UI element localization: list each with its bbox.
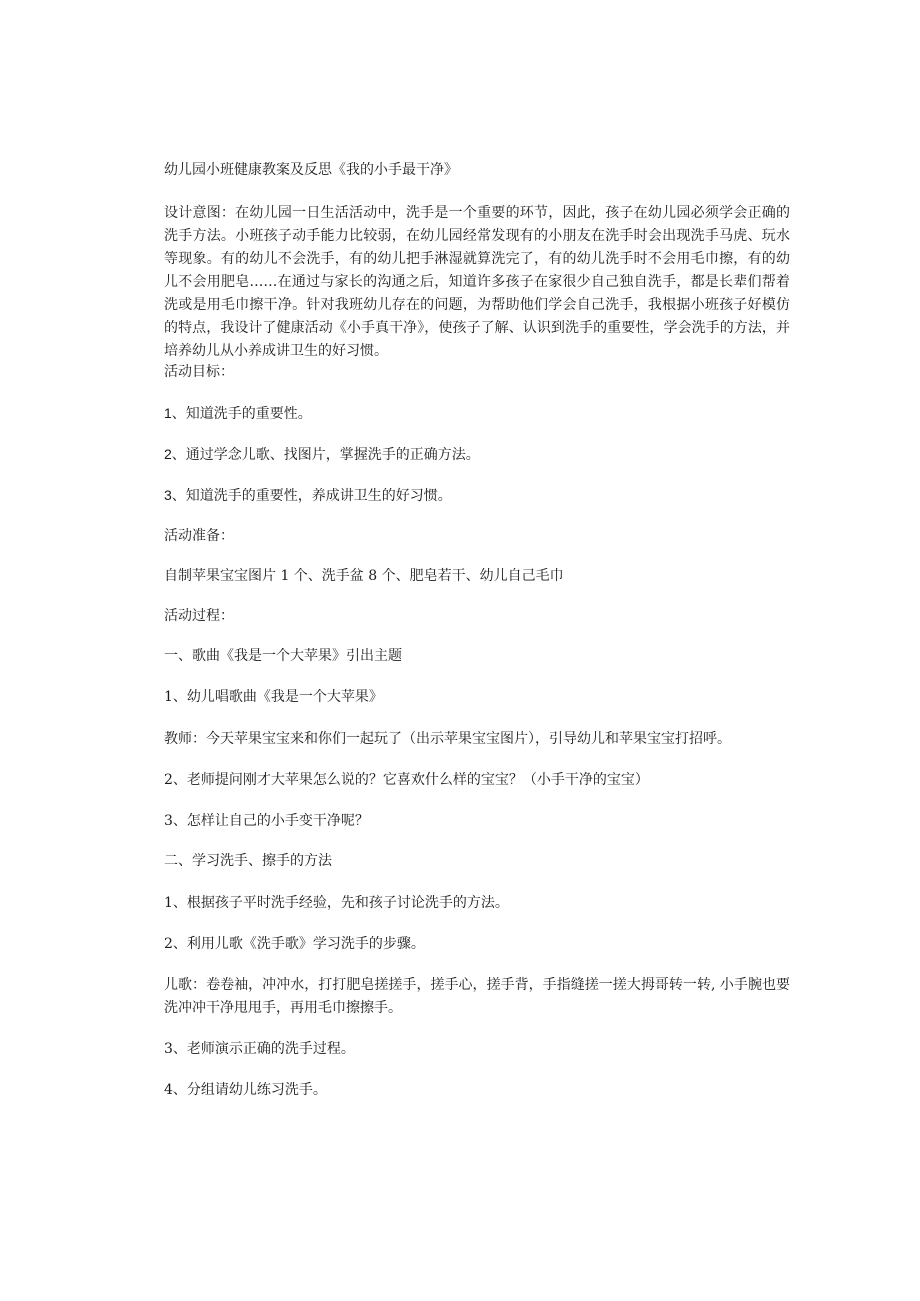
process-heading: 活动过程： [164,608,234,624]
goal-item-1: 1、知道洗手的重要性。 [164,405,312,421]
part2-heading: 二、学习洗手、擦手的方法 [164,853,332,869]
goal-item-3: 3、知道洗手的重要性，养成讲卫生的好习惯。 [164,487,452,503]
prep-content: 自制苹果宝宝图片 1 个、洗手盆 8 个、肥皂若干、幼儿自己毛巾 [164,568,564,584]
part2-step-2: 2、利用儿歌《洗手歌》学习洗手的步骤。 [164,936,425,952]
document-title: 幼儿园小班健康教案及反思《我的小手最干净》 [164,162,458,178]
part1-teacher-line: 教师：今天苹果宝宝来和你们一起玩了（出示苹果宝宝图片），引导幼儿和苹果宝宝打招呼。 [164,731,731,747]
part1-step-3: 3、怎样让自己的小手变干净呢？ [164,813,369,829]
part2-step-1: 1、根据孩子平时洗手经验，先和孩子讨论洗手的方法。 [164,895,509,911]
part1-heading: 一、歌曲《我是一个大苹果》引出主题 [164,648,402,664]
part2-step-4: 4、分组请幼儿练习洗手。 [164,1082,327,1098]
design-intent-paragraph: 设计意图：在幼儿园一日生活活动中，洗手是一个重要的环节，因此，孩子在幼儿园必须学会正确的洗手方法。小班孩子动手能力比较弱，在幼儿园经常发现有的小朋友在洗手时会出现洗手马虎、玩水等现象。有的幼儿不会洗手，有的幼儿把手淋湿就算洗完了，有的幼儿洗手时不会用毛巾擦，有的幼儿不会用肥皂……在通过与家长的沟通之后，知道许多孩子在家很少自己独自洗手，都是长辈们帮着洗或是用毛巾擦干净。针对我班幼儿存在的问题，为帮助他们学会自己洗手，我根据小班孩子好模仿的特点，我设计了健康活动《小手真干净》，使孩子了解、认识到洗手的重要性，学会洗手的方法，并培养幼儿从小养成讲卫生的好习惯。 [164,205,790,359]
part2-step-3: 3、老师演示正确的洗手过程。 [164,1041,355,1057]
rhyme-paragraph: 儿歌：卷卷袖，冲冲水，打打肥皂搓搓手，搓手心，搓手背，手指缝搓一搓大拇哥转一转, 小手腕也要洗冲冲干净甩甩手，再用毛巾擦擦手。 [164,977,790,1016]
prep-heading: 活动准备： [164,528,234,544]
goal-item-2: 2、通过学念儿歌、找图片，掌握洗手的正确方法。 [164,446,480,462]
part1-step-2: 2、老师提问刚才大苹果怎么说的？它喜欢什么样的宝宝？（小手干净的宝宝） [164,772,649,788]
goals-heading: 活动目标： [164,364,234,380]
part1-step-1: 1、幼儿唱歌曲《我是一个大苹果》 [164,689,383,705]
